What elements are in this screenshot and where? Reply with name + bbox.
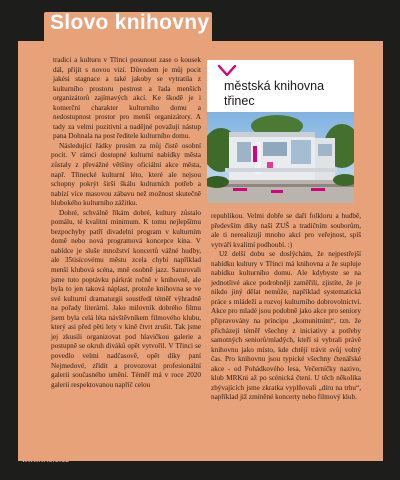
library-logo <box>207 60 354 112</box>
library-building-photo <box>207 112 354 203</box>
logo-text-line2: třinec <box>224 94 255 108</box>
page-title: Slovo knihovny <box>50 11 210 34</box>
article-paragraph: tradici a kulturu v Třinci posunout zase o kousek dál, přijít s novou vizí. Důvodem je můj pocit jakési stagnace a také jakoby se vytratila z kulturního prostoru pestrost a řada menších organizátorů zajímavých akcí. Ke škodě je i komerční charakter kulturního domu a nedostupnost prostor pro menší organizátory. A tady za velmi pozitivní a nadějné považuji nástup pana Dohnala na post ředitele kulturního domu. <box>53 56 201 141</box>
logo-text-line1: městská knihovna <box>224 79 325 93</box>
article-paragraph: Následující řádky prosím za můj čistě osobní pocit. V rámci dostupné kulturní nabídky města zůstaly z převážné většiny oficiální akce města, např. Třinecké kulturní léto, které ale nejsou schopny pokrýt širší škálu kulturních potřeb a nabízí více masovou zábavu než možnost skutečně hlubokého kulturního zážitku. <box>51 141 201 208</box>
article-paragraph: republikou. Velmi dobře se daří folkloru a hudbě, především díky naší ZUŠ a tradičním souborům, ale ti nerealizují mnoho akcí pro veřejnost, spíš vytváří kvalitní podhoubí. :) <box>211 212 361 249</box>
article-column-right <box>211 212 361 403</box>
article-column-left <box>51 56 201 390</box>
article-paragraph: Dobré, schválně říkám dobré, kultury zůstalo pomálu, té kvalitní minimum. K tomu nejlepšímu bezpochyby patří divadelní program v kulturním domě nebo nová programová koncepce kina. V nabídce je sluše množství koncertů vážné hudby, ale 35tisícovému městu zcela chybí například menší klubová scéna, mně osobně jazz. Saturovali jsme tuto poptávku párkrát ročně v knihovně, ale byla to jen taková náplast, protože knihovna se ve své kulturní dramaturgii soustředí téměř výhradně na pořady literární. Jako milovník dobrého filmu jsem byla celá léta návštěvníkem filmového klubu, který asi před pěti lety v kině čtvrt zrušit. Tak jsme jej zkusili organizovat pod hlavičkou galerie a postupně se okruh diváků opět vytvořil. V Třinci se povedlo velmi nadčasově, opět díky paní Nejmedové, zřídit a provozovat profesionální galerii současného umění. Téměř má v roce 2020 galerii respektovanou napříč celou <box>51 208 201 389</box>
logo-v-mark-icon <box>218 65 236 77</box>
footer-url[interactable]: www.trisio.cz <box>22 457 70 464</box>
article-paragraph: Už delší dobu se doslýchám, že nejpestřejší nabídku kultury v Třinci má knihovna a že suplujе nabídku kulturního domu. Ale kdybyste se na jednotlivé akce podrobněji zaměřili, zjistíte, že je nikdo jiný dělat nemůže, například systematická práce s mládeží a rozvoj kulturního dobrovolnictví. Akce pro mladé jsou podobně jako akce pro seniory připravovány na principu „komunitním“, tzn. že přicházejí téměř všechny z iniciativy a potřeby samotných seniorů/mladých, kteří si vybrali právě knihovnu jako místo, kde chtějí trávit svůj volný čas. Pro knihovnu jsou typické všechny čtenářské akce - od Pohádkového lesa, Večerníčky nazivo, klub MRKni až po scénická čtení. U těch několika zbývajících jsme zkratka vyplňovali „díru na trhu“, například již zmíněné koncerty nebo filmový klub. <box>211 250 361 402</box>
